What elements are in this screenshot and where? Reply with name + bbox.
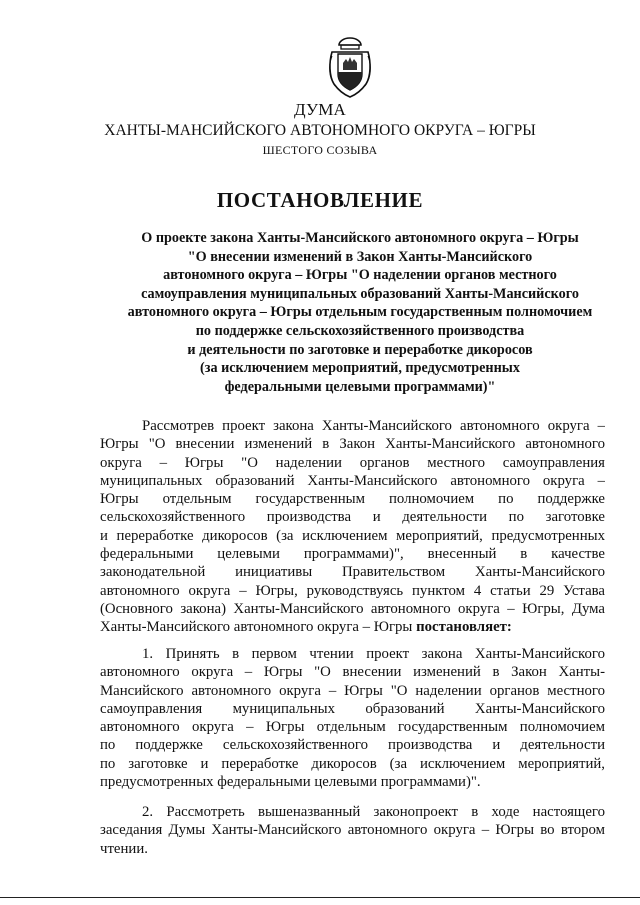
text-line: округа – Югры "О наделении органов местного самоуправления bbox=[100, 454, 605, 471]
subject-line: федеральными целевыми программами)" bbox=[224, 378, 496, 395]
subject-line: самоуправления муниципальных образований Ханты-Мансийского bbox=[141, 285, 579, 302]
text-line: самоуправления муниципальных образований Ханты-Мансийского bbox=[100, 700, 605, 717]
subject-line: по поддержке сельскохозяйственного производства bbox=[195, 322, 525, 339]
text-line: автономного округа – Югры "О внесении изменений в Закон Ханты- bbox=[100, 664, 605, 681]
subject-line: "О внесении изменений в Закон Ханты-Мансийского bbox=[187, 248, 533, 265]
org-name: ДУМА bbox=[293, 100, 347, 119]
subject-line: (за исключением мероприятий, предусмотренных bbox=[200, 360, 520, 377]
text-line: муниципальных образований Ханты-Мансийского автономного округа – bbox=[100, 472, 605, 489]
subject-line: автономного округа – Югры отдельным государственным полномочием bbox=[127, 304, 593, 321]
text-line: по поддержке сельскохозяйственного производства и деятельности bbox=[100, 737, 605, 754]
text-line: предусмотренных федеральными целевыми программами)". bbox=[100, 774, 481, 791]
text-line: Мансийского автономного округа – Югры "О наделении органов местного bbox=[100, 682, 605, 699]
text-line: Югры отдельным государственным полномочием по поддержке bbox=[100, 491, 605, 508]
subject-line: О проекте закона Ханты-Мансийского автономного округа – Югры bbox=[141, 230, 579, 246]
text-line: Югры "О внесении изменений в Закон Ханты-Мансийского автономного bbox=[100, 436, 605, 453]
org-region: ХАНТЫ-МАНСИЙСКОГО АВТОНОМНОГО ОКРУГА – ЮГРЫ bbox=[104, 122, 536, 139]
resolves-word: постановляет: bbox=[416, 619, 512, 636]
bottom-rule bbox=[0, 897, 640, 898]
subject-line: и деятельности по заготовке и переработке дикоросов bbox=[187, 341, 533, 358]
text-line: чтении. bbox=[100, 840, 148, 857]
resolution-item-1 bbox=[100, 645, 605, 791]
convocation: ШЕСТОГО СОЗЫВА bbox=[262, 143, 378, 157]
text-line: (Основного закона) Ханты-Мансийского автономного округа – Югры, Дума bbox=[100, 600, 605, 617]
resolution-item-2 bbox=[100, 803, 605, 858]
document-title: ПОСТАНОВЛЕНИЕ bbox=[216, 188, 424, 212]
text-fragment: Ханты-Мансийского автономного округа – Югры bbox=[100, 619, 417, 636]
resolution-subject bbox=[110, 229, 610, 396]
text-line bbox=[100, 618, 605, 636]
coat-of-arms-icon bbox=[326, 36, 374, 98]
text-line: Рассмотрев проект закона Ханты-Мансийского автономного округа – bbox=[142, 418, 605, 434]
text-line: законодательной инициативы Правительством Ханты-Мансийского bbox=[100, 564, 605, 581]
text-line: заседания Думы Ханты-Мансийского автономного округа – Югры во втором bbox=[100, 822, 605, 839]
text-line: автономного округа – Югры отдельным государственным полномочием bbox=[100, 719, 605, 736]
text-line: федеральными целевыми программами)", внесенный в качестве bbox=[100, 546, 605, 563]
text-line: и переработке дикоросов (за исключением мероприятий, предусмотренных bbox=[100, 527, 605, 544]
preamble-paragraph bbox=[100, 417, 605, 637]
text-line: по заготовке и переработке дикоросов (за исключением мероприятий, bbox=[100, 755, 605, 772]
text-line: сельскохозяйственного производства и деятельности по заготовке bbox=[100, 509, 605, 526]
text-line: 2. Рассмотреть вышеназванный законопроект в ходе настоящего bbox=[142, 804, 605, 820]
text-line: автономного округа – Югры, руководствуясь пунктом 4 статьи 29 Устава bbox=[100, 582, 605, 599]
subject-line: автономного округа – Югры "О наделении органов местного bbox=[163, 267, 557, 284]
text-line: 1. Принять в первом чтении проект закона Ханты-Мансийского bbox=[142, 646, 605, 662]
